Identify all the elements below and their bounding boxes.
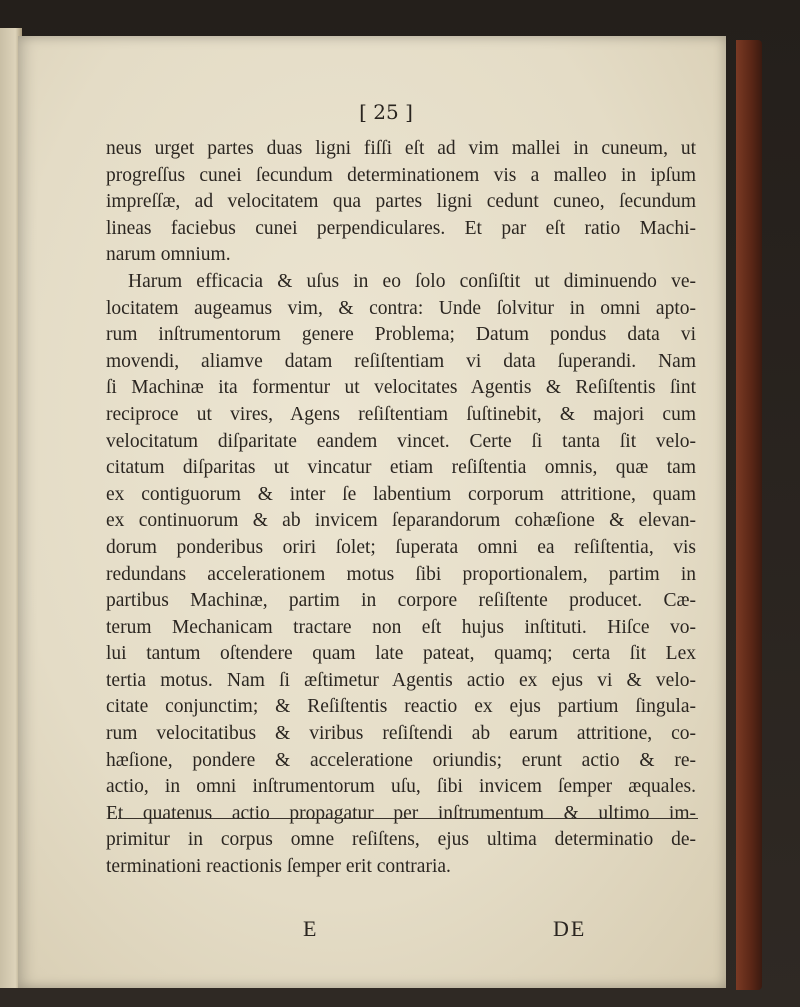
text-line: redundans accelerationem motus ſibi proportionalem, partim in <box>106 563 696 585</box>
text-line: citate conjunctim; & Reſiſtentis reactio ex ejus partium ſingula- <box>106 696 696 718</box>
book-cover-edge <box>736 40 762 990</box>
footer-rule <box>118 818 698 819</box>
text-line: rum inſtrumentorum genere Problema; Datum pondus data vi <box>106 324 696 346</box>
text-line: narum omnium. <box>106 244 231 266</box>
text-line: Harum efficacia & uſus in eo ſolo conſiſtit ut diminuendo ve- <box>128 270 696 292</box>
text-line: hæſione, pondere & acceleratione oriundis; erunt actio & re- <box>106 749 696 771</box>
text-line: dorum ponderibus oriri ſolet; ſuperata omni ea reſiſtentia, vis <box>106 536 696 558</box>
text-line: lineas faciebus cunei perpendiculares. Et par eſt ratio Machi- <box>106 217 696 239</box>
text-line: terminationi reactionis ſemper erit contraria. <box>106 856 451 878</box>
text-line: ex contiguorum & inter ſe labentium corporum attritione, quam <box>106 483 696 505</box>
text-line: ex continuorum & ab invicem ſeparandorum cohæſione & elevan- <box>106 510 696 532</box>
text-line: movendi, aliamve datam reſiſtentiam vi data ſuperandi. Nam <box>106 350 696 372</box>
text-line: citatum diſparitas ut vincatur etiam reſiſtentia omnis, quæ tam <box>106 457 696 479</box>
text-line: partibus Machinæ, partim in corpore reſiſtente producet. Cæ- <box>106 590 696 612</box>
text-line: locitatem augeamus vim, & contra: Unde ſolvitur in omni apto- <box>106 297 696 319</box>
text-line: lui tantum oſtendere quam late pateat, quamq; certa ſit Lex <box>106 643 696 665</box>
text-line: terum Mechanicam tractare non eſt hujus inſtituti. Hiſce vo- <box>106 616 696 638</box>
text-line: tertia motus. Nam ſi æſtimetur Agentis actio ex ejus vi & velo- <box>106 669 696 691</box>
body-text <box>106 136 696 881</box>
text-line: progreſſus cunei ſecundum determinationem vis a malleo in ipſum <box>106 164 696 186</box>
text-line: ſi Machinæ ita formentur ut velocitates Agentis & Reſiſtentis ſint <box>106 377 696 399</box>
catchword: DE <box>553 916 587 941</box>
page <box>18 36 726 988</box>
text-line: impreſſæ, ad velocitatem qua partes ligni cedunt cuneo, ſecundum <box>106 191 696 213</box>
page-number: [ 25 ] <box>359 100 413 124</box>
text-line: neus urget partes duas ligni fiſſi eſt ad vim mallei in cuneum, ut <box>106 138 696 159</box>
text-line: Et quatenus actio propagatur per inſtrumentum & ultimo im- <box>106 802 696 824</box>
text-line: reciproce ut vires, Agens reſiſtentiam ſuſtinebit, & majori cum <box>106 403 696 425</box>
text-line: rum velocitatibus & viribus reſiſtendi ab earum attritione, co- <box>106 723 696 745</box>
text-line: actio, in omni inſtrumentorum uſu, ſibi invicem ſemper æquales. <box>106 776 696 798</box>
text-line: velocitatum diſparitate eandem vincet. Certe ſi tanta ſit velo- <box>106 430 696 452</box>
text-line: primitur in corpus omne reſiſtens, ejus ultima determinatio de- <box>106 829 696 851</box>
signature-mark: E <box>303 916 317 941</box>
